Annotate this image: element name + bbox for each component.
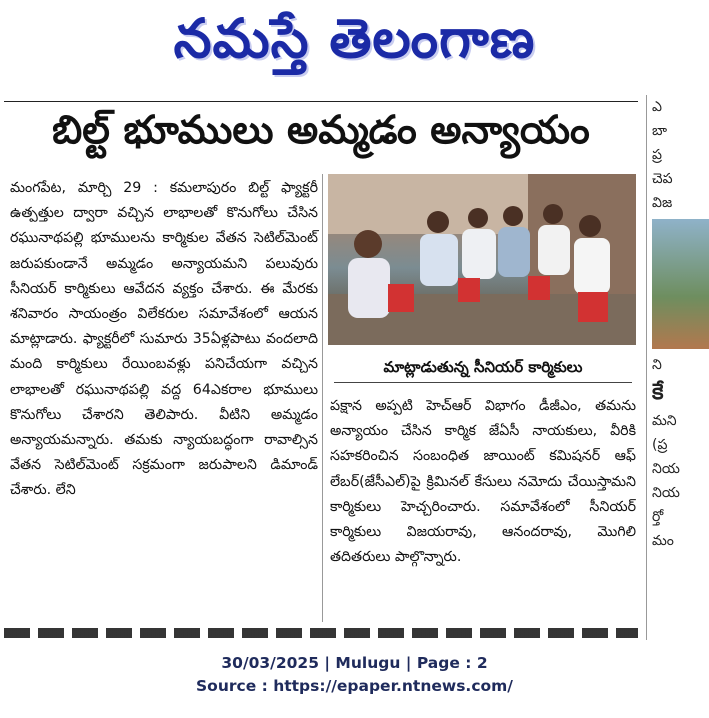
masthead	[0, 0, 709, 90]
article-column-1	[10, 176, 318, 504]
adjacent-photo	[652, 219, 709, 349]
news-clipping	[4, 102, 638, 638]
adjacent-text-line: ర్తో	[652, 509, 664, 525]
next-article-headline-cutoff	[4, 628, 638, 638]
adjacent-text-line: నియ	[652, 461, 680, 477]
page-column-rule	[646, 95, 647, 640]
adjacent-text-line: ని	[652, 357, 662, 373]
adjacent-text-line: చెప	[652, 171, 673, 187]
article-headline: బిల్ట్ భూములు అమ్మడం అన్యాయం	[52, 108, 590, 153]
photo-caption: మాట్లాడుతున్న సీనియర్ కార్మికులు	[334, 352, 632, 383]
column-divider	[322, 174, 323, 622]
article-column-2	[330, 394, 636, 570]
page-footer	[0, 652, 709, 698]
adjacent-text-line: విజ	[652, 195, 673, 211]
article-paragraph: పక్షాన అప్పటి హెచ్‌ఆర్ విభాగం డీజీఎం, తమను అన్యాయం చేసిన కార్మిక జేఏసీ నాయకులు, వీరికి సహకరించిన సంబంధిత జాయింట్ కమిషనర్ ఆఫ్ లేబర్(జేసీఎల్)పై క్రిమినల్ కేసులు నమోదు చేయిస్తామని కార్మికులు హెచ్చరించారు. సమావేశంలో సీనియర్ కార్మికులు విజయరావు, ఆనందరావు, మొగిలి తదితరులు పాల్గొన్నారు.	[330, 398, 636, 566]
adjacent-headline-fragment: కే	[652, 380, 664, 405]
masthead-title: నమస్తే తెలంగాణ	[173, 6, 536, 70]
adjacent-text-line: మని	[652, 413, 677, 429]
adjacent-text-line: నియ	[652, 485, 680, 501]
adjacent-text-line: బా	[652, 123, 668, 139]
footer-date-edition: 30/03/2025 | Mulugu | Page : 2	[221, 654, 488, 672]
photo-illustration	[328, 174, 636, 345]
article-photo	[328, 174, 636, 345]
adjacent-text-line: (ప్ర	[652, 437, 668, 453]
adjacent-text-line: ఎ	[652, 99, 662, 115]
article-paragraph: మంగపేట, మార్చి 29 : కమలాపురం బిల్ట్ ఫ్యాక్టరీ ఉత్పత్తుల ద్వారా వచ్చిన లాభాలతో కొనుగోలు చేసిన రఘునాథపల్లి భూములను కార్మికుల వేతన సెటిల్‌మెంట్ జరుపకుండానే అమ్మడం అన్యాయమని పలువురు సీనియర్ కార్మికులు ఆవేదన వ్యక్తం చేశారు. ఈ మేరకు శనివారం సాయంత్రం విలేకరుల సమావేశంలో ఆయన మాట్లాడారు. ఫ్యాక్టరీలో సుమారు 35ఏళ్లపాటు వందలాది మంది కార్మికులు రేయింబవళ్లు పనిచేయగా వచ్చిన లాభాలతో రఘునాథపల్లి వద్ద 64ఎకరాల భూములు కొనుగోలు చేశారని తెలిపారు. వీటిని అమ్మడం అన్యాయమన్నారు. తమకు న్యాయబద్ధంగా రావాల్సిన వేతన సెటిల్‌మెంట్ సక్రమంగా జరుపాలని డిమాండ్ చేశారు. లేని	[10, 180, 318, 499]
adjacent-article-strip	[652, 95, 709, 640]
footer-source: Source : https://epaper.ntnews.com/	[196, 677, 513, 695]
adjacent-text-line: ప్ర	[652, 147, 662, 163]
adjacent-text-line: మం	[652, 533, 674, 549]
